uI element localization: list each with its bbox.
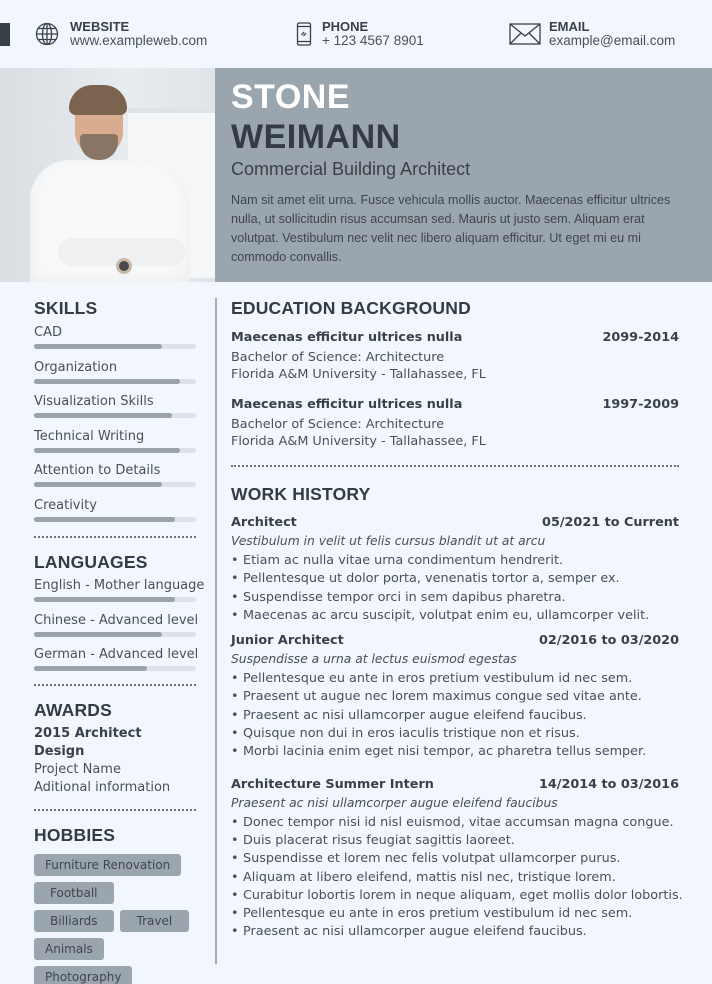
skill-bar <box>34 413 196 418</box>
phone-number[interactable]: + 123 4567 8901 <box>322 33 424 48</box>
school-name: Maecenas efficitur ultrices nulla <box>231 330 463 345</box>
skill-bar <box>34 379 196 384</box>
section-divider <box>231 465 679 467</box>
education-years: 2099-2014 <box>602 330 679 345</box>
hobby-chip: Billiards <box>34 910 114 932</box>
language-name: English - Mother language <box>34 578 205 593</box>
job-bullets <box>231 670 679 761</box>
language-bar <box>34 666 196 671</box>
hobby-chip: Photography <box>34 966 132 984</box>
award-info: Aditional information <box>34 779 171 795</box>
school-location: Florida A&M University - Tallahassee, FL <box>231 367 486 382</box>
language-name: Chinese - Advanced level <box>34 612 199 628</box>
website-label: WEBSITE <box>70 19 130 34</box>
column-divider <box>215 298 217 964</box>
skill-bar <box>34 344 196 349</box>
skill-bar <box>34 517 196 522</box>
language-bar <box>34 597 196 602</box>
education-title: EDUCATION BACKGROUND <box>231 298 471 318</box>
hobbies-list <box>34 854 204 984</box>
skills-list <box>34 325 196 532</box>
globe-icon <box>33 20 61 48</box>
job-bullet: • Praesent ac nisi ullamcorper augue eleifend faucibus. <box>231 707 679 725</box>
hobby-chip: Animals <box>34 938 104 960</box>
job-bullets <box>231 814 683 942</box>
languages-title: LANGUAGES <box>34 552 148 572</box>
school-name: Maecenas efficitur ultrices nulla <box>231 397 463 412</box>
skill-item <box>34 498 196 533</box>
job-dates: 02/2016 to 03/2020 <box>538 633 679 649</box>
job-title: Commercial Building Architect <box>231 159 471 179</box>
job-bullet: • Aliquam at libero eleifend, mattis nisl nec, tristique lorem. <box>231 869 679 887</box>
job-position: Architecture Summer Intern <box>231 776 434 792</box>
job-bullet: • Suspendisse tempor orci in sem dapibus pharetra. <box>231 589 679 607</box>
job-dates: 05/2021 to Current <box>542 515 679 530</box>
job-subtitle: Praesent ac nisi ullamcorper augue eleifend faucibus <box>231 795 558 810</box>
awards-title: AWARDS <box>34 699 113 720</box>
phone-icon <box>292 20 316 48</box>
job-bullet: • Maecenas ac arcu suscipit, volutpat enim eu, ullamcorper velit. <box>231 607 679 625</box>
last-name: WEIMANN <box>231 118 401 156</box>
job-dates: 14/2014 to 03/2016 <box>538 776 679 792</box>
first-name: STONE <box>231 78 351 116</box>
job-item <box>231 632 679 761</box>
section-divider <box>34 809 196 811</box>
education-item <box>231 329 679 383</box>
job-item <box>231 514 679 625</box>
contact-website <box>33 20 207 48</box>
hobby-chip: Travel <box>120 910 190 932</box>
job-bullet: • Quisque non dui in eros iaculis tristique non et risus. <box>231 725 679 743</box>
language-bar <box>34 632 196 637</box>
school-location: Florida A&M University - Tallahassee, FL <box>231 434 486 449</box>
email-label: EMAIL <box>549 19 590 34</box>
main-column <box>231 298 683 942</box>
job-bullet: • Morbi lacinia enim eget nisi tempor, ac pharetra tellus semper. <box>231 743 679 761</box>
skill-item <box>34 325 196 360</box>
skill-item <box>34 394 196 429</box>
language-item <box>34 578 205 613</box>
contact-bar <box>0 0 712 68</box>
job-position: Junior Architect <box>231 633 344 649</box>
profile-photo <box>0 68 215 282</box>
award-project: Project Name <box>34 761 121 777</box>
skill-name: Creativity <box>34 497 97 513</box>
job-bullet: • Praesent ac nisi ullamcorper augue eleifend faucibus. <box>231 923 679 941</box>
languages-list <box>34 578 205 682</box>
award-name: 2015 Architect Design <box>34 725 142 759</box>
job-bullet: • Etiam ac nulla vitae urna condimentum hendrerit. <box>231 552 679 570</box>
section-divider <box>34 536 196 538</box>
website-link[interactable]: www.exampleweb.com <box>70 33 208 48</box>
profile-summary: Nam sit amet elit urna. Fusce vehicula mollis auctor. Maecenas efficitur ultrices nulla, ut sollicitudin risus accumsan sed. Mauris ut justo sem. Aliquam erat volutpat. Vestibulum nec velit nec libero aliquam efficitur. Ut eget mi eu mi commodo convallis. <box>231 193 671 264</box>
hobby-chip: Furniture Renovation <box>34 854 181 876</box>
job-bullets <box>231 552 679 625</box>
language-item <box>34 647 199 682</box>
job-bullet: • Praesent ut augue nec lorem maximus congue sed vitae ante. <box>231 688 679 706</box>
envelope-icon <box>508 20 542 48</box>
education-item <box>231 396 679 450</box>
job-bullet: • Pellentesque ut dolor porta, venenatis tortor a, semper ex. <box>231 570 679 588</box>
job-bullet: • Curabitur lobortis lorem in neque aliquam, eget mollis dolor lobortis. <box>231 887 679 905</box>
award-item <box>34 725 196 797</box>
skill-name: CAD <box>34 325 62 340</box>
skills-title: SKILLS <box>34 298 98 318</box>
skill-bar <box>34 448 196 453</box>
sidebar <box>34 298 205 984</box>
language-name: German - Advanced level <box>34 647 199 662</box>
degree: Bachelor of Science: Architecture <box>231 417 445 432</box>
job-item <box>231 776 683 942</box>
accent-block <box>0 23 10 46</box>
education-years: 1997-2009 <box>602 397 679 412</box>
job-subtitle: Vestibulum in velit ut felis cursus blandit ut at arcu <box>231 534 546 548</box>
job-position: Architect <box>231 515 297 530</box>
skill-name: Attention to Details <box>34 463 161 478</box>
contact-phone <box>292 20 424 48</box>
work-history-title: WORK HISTORY <box>231 484 371 504</box>
skill-name: Visualization Skills <box>34 394 154 409</box>
degree: Bachelor of Science: Architecture <box>231 350 445 365</box>
job-bullet: • Suspendisse et lorem nec felis volutpat ullamcorper purus. <box>231 850 679 868</box>
skill-item <box>34 429 196 464</box>
skill-bar <box>34 482 196 487</box>
hobbies-title: HOBBIES <box>34 824 116 845</box>
hero-banner <box>0 68 712 282</box>
job-bullet: • Pellentesque eu ante in eros pretium vestibulum id nec sem. <box>231 670 679 688</box>
skill-item <box>34 463 196 498</box>
hobby-chip: Football <box>34 882 114 904</box>
skill-name: Technical Writing <box>34 428 145 444</box>
language-item <box>34 612 199 648</box>
email-link[interactable]: example@email.com <box>549 33 676 48</box>
job-bullet: • Duis placerat risus feugiat sagittis laoreet. <box>231 832 679 850</box>
contact-email <box>508 20 675 48</box>
job-bullet: • Donec tempor nisi id nisl euismod, vitae accumsan magna congue. <box>231 814 679 832</box>
phone-label: PHONE <box>322 19 369 34</box>
job-bullet: • Pellentesque eu ante in eros pretium vestibulum id nec sem. <box>231 905 679 923</box>
job-subtitle: Suspendisse a urna at lectus euismod egestas <box>231 652 517 667</box>
skill-name: Organization <box>34 359 118 375</box>
section-divider <box>34 684 196 686</box>
skill-item <box>34 360 196 395</box>
